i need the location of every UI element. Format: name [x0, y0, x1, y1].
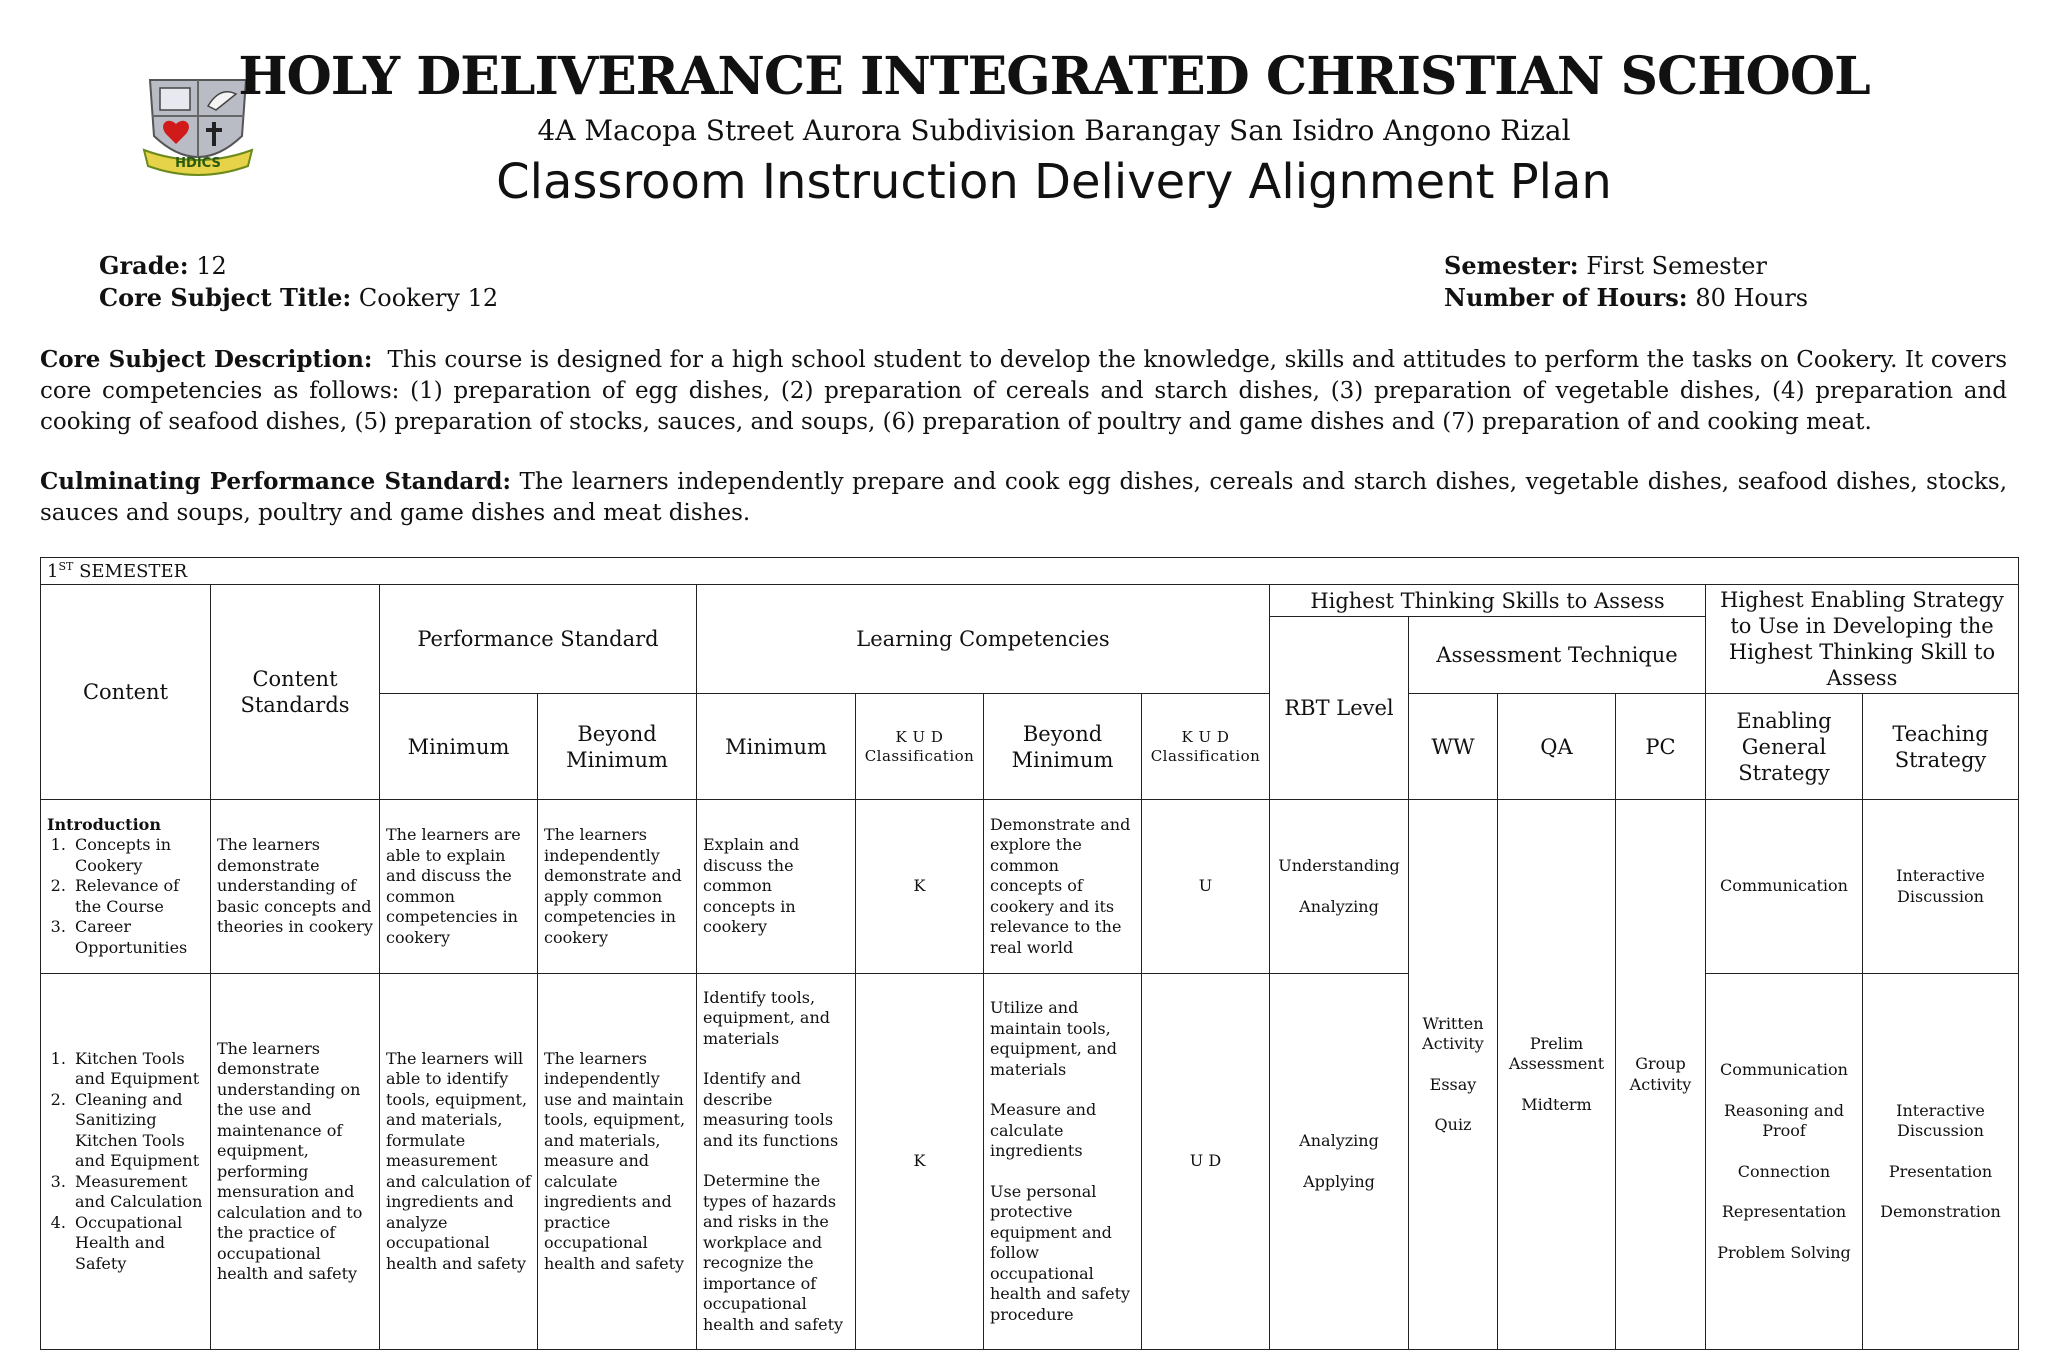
- header-learning-competencies: Learning Competencies: [697, 585, 1270, 694]
- table-row: [41, 974, 2019, 1350]
- ps-minimum-cell: The learners will able to identify tools, equipment, and materials, formulate measurement and calculation of ingredients and analyze occupational health and safety: [380, 974, 538, 1350]
- strategy-item: Interactive Discussion: [1896, 1100, 1985, 1140]
- kud-beyond-cell: U: [1142, 800, 1270, 974]
- cidam-table: [40, 557, 2019, 1350]
- spacer: [990, 1162, 1135, 1182]
- meta-right: [1444, 250, 1808, 314]
- header-assessment-technique: Assessment Technique: [1409, 617, 1706, 694]
- qa-cell: [1498, 800, 1616, 1350]
- hours-label: Number of Hours:: [1444, 283, 1688, 312]
- spacer: [1869, 1182, 2012, 1202]
- header-content: Content: [41, 585, 211, 800]
- plan-title: Classroom Instruction Delivery Alignment Plan: [496, 154, 1612, 210]
- lc-item: Use personal protective equipment and follow occupational health and safety procedure: [990, 1181, 1131, 1324]
- content-title: Introduction: [47, 814, 161, 834]
- content-item: 4. Occupational Health and Safety: [71, 1213, 204, 1275]
- lc-minimum-cell: Explain and discuss the common concepts in cookery: [697, 800, 856, 974]
- meta-left: [99, 250, 498, 314]
- header-content-standards: Content Standards: [211, 585, 380, 800]
- spacer: [1415, 1055, 1491, 1075]
- logo-text: HDICS: [175, 156, 221, 171]
- content-list: [47, 1049, 204, 1275]
- strategy-item: Representation: [1721, 1202, 1847, 1221]
- content-item: 2. Relevance of the Course: [71, 876, 204, 917]
- hours-value: 80 Hours: [1695, 284, 1809, 312]
- ww-cell: [1409, 800, 1498, 1350]
- content-item: 3. Career Opportunities: [71, 917, 204, 958]
- header-rbt-level: RBT Level: [1270, 617, 1409, 800]
- content-cell: [41, 974, 211, 1350]
- spacer: [1712, 1182, 1856, 1202]
- spacer: [1712, 1223, 1856, 1243]
- header-enabling-general: Enabling General Strategy: [1706, 694, 1863, 800]
- pc-item: Group Activity: [1629, 1054, 1692, 1094]
- semester-label: Semester:: [1444, 251, 1579, 280]
- content-item: 1. Kitchen Tools and Equipment: [71, 1049, 204, 1090]
- header-kud-min: [856, 694, 984, 800]
- rbt-item: Applying: [1303, 1171, 1375, 1191]
- lc-item: Utilize and maintain tools, equipment, and materials: [990, 998, 1118, 1079]
- ww-item: Essay: [1429, 1074, 1477, 1094]
- spacer: [1276, 877, 1402, 897]
- pc-cell: [1616, 800, 1706, 1350]
- lc-item: Identify tools, equipment, and materials: [703, 987, 831, 1048]
- ps-minimum-cell: The learners are able to explain and discuss the common competencies in cookery: [380, 800, 538, 974]
- core-subject-description: [40, 344, 2007, 438]
- semester-word: SEMESTER: [79, 561, 188, 582]
- rbt-cell: [1270, 800, 1409, 974]
- content-cell: [41, 800, 211, 974]
- lc-beyond-cell: Demonstrate and explore the common concepts of cookery and its relevance to the real world: [984, 800, 1142, 974]
- lc-minimum-cell: [697, 974, 856, 1350]
- semester-cell: [41, 558, 2019, 585]
- ps-beyond-cell: The learners independently use and maintain tools, equipment, and materials, measure and calculate ingredients and practice occupational health and safety: [538, 974, 697, 1350]
- table-row: [41, 800, 2019, 974]
- description-label: Core Subject Description:: [40, 346, 373, 373]
- teaching-strategy-cell: [1863, 974, 2019, 1350]
- semester-num: 1: [47, 561, 59, 582]
- kud-beyond-cell: U D: [1142, 974, 1270, 1350]
- spacer: [1415, 1095, 1491, 1115]
- teaching-strategy-cell: Interactive Discussion: [1863, 800, 2019, 974]
- spacer: [1276, 1152, 1402, 1172]
- culminating-text: The learners independently prepare and cook egg dishes, cereals and starch dishes, vegetable dishes, seafood dishes, stocks, sauces and soups, poultry and game dishes and meat dishes.: [40, 469, 2008, 526]
- strategy-item: Connection: [1737, 1161, 1831, 1181]
- school-address: 4A Macopa Street Aurora Subdivision Barangay San Isidro Angono Rizal: [537, 114, 1571, 147]
- header-lc-minimum: Minimum: [697, 694, 856, 800]
- kud-min-cell: K: [856, 800, 984, 974]
- kud-label: K U D: [1181, 727, 1230, 746]
- description-text: This course is designed for a high school student to develop the knowledge, skills and attitudes to perform the tasks on Cookery. It covers core competencies as follows: (1) preparation of egg dishes, (2) preparation of cereals and starch dishes, (3) preparation of vegetable dishes, (4) preparation and cooking of seafood dishes, (5) preparation of stocks, sauces, and soups, (6) preparation of poultry and game dishes and (7) preparation of and cooking meat.: [40, 347, 2008, 435]
- content-standards-cell: The learners demonstrate understanding on the use and maintenance of equipment, performing mensuration and calculation and to the practice of occupational health and safety: [211, 974, 380, 1350]
- spacer: [703, 1151, 849, 1171]
- spacer: [990, 1080, 1135, 1100]
- culminating-label: Culminating Performance Standard:: [40, 468, 511, 495]
- ww-item: Quiz: [1434, 1115, 1472, 1134]
- content-item: 2. Cleaning and Sanitizing Kitchen Tools and Equipment: [71, 1090, 204, 1172]
- subject-label: Core Subject Title:: [99, 283, 352, 312]
- semester-value: First Semester: [1586, 252, 1767, 280]
- spacer: [1869, 1142, 2012, 1162]
- strategy-item: Communication: [1720, 1060, 1848, 1079]
- kud-min-cell: K: [856, 974, 984, 1350]
- content-item: 1. Concepts in Cookery: [71, 835, 204, 876]
- culminating-standard: [40, 466, 2007, 529]
- grade-label: Grade:: [99, 251, 189, 280]
- header-kud-beyond: [1142, 694, 1270, 800]
- lc-item: Measure and calculate ingredients: [990, 1100, 1097, 1160]
- header-lc-beyond: Beyond Minimum: [984, 694, 1142, 800]
- strategy-item: Reasoning and Proof: [1723, 1100, 1845, 1140]
- content-standards-cell: The learners demonstrate understanding of basic concepts and theories in cookery: [211, 800, 380, 974]
- rbt-item: Understanding: [1278, 856, 1400, 875]
- header-row-1: [41, 585, 2019, 617]
- header-ps-beyond: Beyond Minimum: [538, 694, 697, 800]
- header-ps-minimum: Minimum: [380, 694, 538, 800]
- rbt-item: Analyzing: [1299, 896, 1379, 916]
- qa-item: Prelim Assessment: [1508, 1033, 1605, 1074]
- semester-sup: ST: [58, 560, 74, 573]
- strategy-item: Demonstration: [1880, 1202, 2001, 1221]
- subject-line: [99, 282, 498, 314]
- header-qa: QA: [1498, 694, 1616, 800]
- lc-item: Determine the types of hazards and risks in the workplace and recognize the importance of occupational health and safety: [703, 1171, 844, 1334]
- lc-beyond-cell: [984, 974, 1142, 1350]
- header-performance-standard: Performance Standard: [380, 585, 697, 694]
- kud-label: K U D: [895, 727, 944, 746]
- classification-label: Classification: [1150, 746, 1261, 765]
- grade-line: [99, 250, 498, 282]
- strategy-item: Problem Solving: [1717, 1242, 1851, 1262]
- grade-value: 12: [196, 252, 227, 280]
- strategy-item: Presentation: [1888, 1161, 1993, 1181]
- hours-line: [1444, 282, 1808, 314]
- header-enabling-strategy: Highest Enabling Strategy to Use in Developing the Highest Thinking Skill to Assess: [1706, 585, 2019, 694]
- rbt-item: Analyzing: [1299, 1131, 1379, 1150]
- subject-value: Cookery 12: [358, 284, 499, 312]
- ps-beyond-cell: The learners independently demonstrate and apply common competencies in cookery: [538, 800, 697, 974]
- ww-item: Written Activity: [1422, 1013, 1484, 1053]
- spacer: [1504, 1075, 1609, 1095]
- content-list: [47, 835, 204, 958]
- school-name: HOLY DELIVERANCE INTEGRATED CHRISTIAN SCHOOL: [238, 46, 1870, 107]
- header-ww: WW: [1409, 694, 1498, 800]
- spacer: [1712, 1081, 1856, 1101]
- lc-item: Identify and describe measuring tools and its functions: [703, 1069, 839, 1150]
- rbt-cell: [1270, 974, 1409, 1350]
- classification-label: Classification: [864, 746, 975, 765]
- header-pc: PC: [1616, 694, 1706, 800]
- enabling-general-cell: [1706, 974, 1863, 1350]
- header-thinking-skills: Highest Thinking Skills to Assess: [1270, 585, 1706, 617]
- spacer: [1712, 1142, 1856, 1162]
- semester-row: [41, 558, 2019, 585]
- qa-item: Midterm: [1521, 1094, 1592, 1114]
- header-teaching-strategy: Teaching Strategy: [1863, 694, 2019, 800]
- semester-line: [1444, 250, 1808, 282]
- spacer: [703, 1049, 849, 1069]
- enabling-general-cell: Communication: [1706, 800, 1863, 974]
- content-item: 3. Measurement and Calculation: [71, 1172, 204, 1213]
